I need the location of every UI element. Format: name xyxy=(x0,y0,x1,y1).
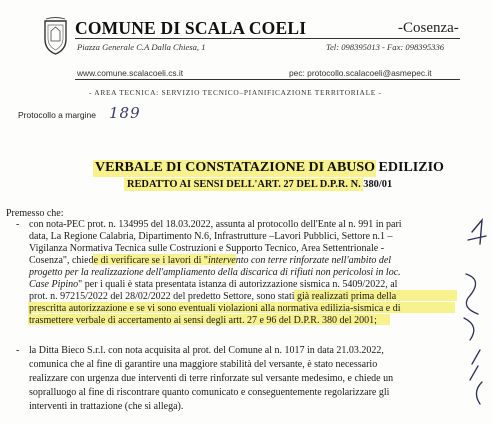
protocol-reference: prot. n. 97215/2022 del 28/02/2022 del predetto Settore, xyxy=(29,291,254,302)
paragraph-1-line-2: data, La Regione Calabria, Dipartimento N.6, Infrastrutture –Lavori Pubblici, Settore n.1 – xyxy=(29,231,393,242)
agency-name-end: Cosenza", xyxy=(29,255,70,266)
works-prefix: di " xyxy=(193,255,208,266)
paragraph-1-line-8: prescritta autorizzazione e se vi sono eventuali violazioni alla normativa edilizia-sismica e di xyxy=(29,303,401,314)
bullet-2: - xyxy=(16,345,20,356)
paragraph-1-line-9 xyxy=(29,315,377,327)
paragraph-1-line-7 xyxy=(29,291,396,303)
line-terminator: ; xyxy=(374,315,377,326)
paragraph-2-line-3: realizzare con urgenza due interventi di terre rinforzate sul versante medesimo, e chiede un xyxy=(29,373,394,384)
already-built-phrase: sono stati già realizzati prima della xyxy=(256,291,397,302)
paragraph-1-line-3: Vigilanza Normativa Tecnica sulle Costruzioni e Supporto Tecnico, Area Settentrionale - xyxy=(29,243,385,254)
report-request: trasmettere verbale di accertamento ai sensi degli artt. 27 e 96 del D.P.R. 380 del 2001 xyxy=(29,315,375,326)
works-description-start: intervento con terre rinforzate nell'ambito del xyxy=(207,255,392,266)
municipal-crest-icon xyxy=(42,17,69,55)
paragraph-1-line-4 xyxy=(29,255,391,267)
paragraph-1-line-5 xyxy=(29,267,401,279)
paragraph-2-line-4: sopralluogo al fine di riscontrare quanto comunicato e conseguentemente regolarizzare gli xyxy=(29,387,390,398)
phone-fax: Tel: 098395013 - Fax: 098395336 xyxy=(326,42,445,52)
paragraph-1-line-6 xyxy=(29,279,397,291)
intro-text: Premesso che: xyxy=(6,208,64,219)
authorization-text: " per i quali è stata presentata istanza di autorizzazione sismica n. 5409/2022, al xyxy=(78,279,398,290)
department-heading: - AREA TECNICA: SERVIZIO TECNICO–PIANIFICAZIONE TERRITORIALE - xyxy=(89,88,382,97)
bullet-1: - xyxy=(16,219,20,230)
paragraph-2-line-2: comunica che al fine di garantire una maggiore stabilità del versante, è stato necessario xyxy=(29,359,378,370)
paragraph-2-line-5: interventi in trattazione (che si allega). xyxy=(29,401,184,412)
request-phrase: chiede di verificare se i lavori xyxy=(71,255,192,266)
municipality-address: Piazza Generale C.A Dalla Chiesa, 1 xyxy=(77,42,206,52)
header-divider-top xyxy=(75,38,460,39)
handwritten-margin-annotation xyxy=(458,214,492,424)
paragraph-2-line-1: la Ditta Bieco S.r.l. con nota acquisita al prot. del Comune al n. 1017 in data 21.03.2022, xyxy=(29,345,384,356)
works-location: Case Pipino xyxy=(29,279,79,290)
works-description-middle: progetto per la realizzazione dell'ampliamento della discarica di rifiuti non pericolosi in loc. xyxy=(29,267,401,278)
document-title: VERBALE DI CONSTATAZIONE DI ABUSO EDILIZIO xyxy=(95,160,444,175)
document-subtitle: REDATTO AI SENSI DELL'ART. 27 DEL D.P.R. N. 380/01 xyxy=(127,179,393,190)
protocol-number-handwritten: 189 xyxy=(109,104,141,122)
municipality-name: COMUNE DI SCALA COELI xyxy=(75,18,307,38)
protocol-label: Protocollo a margine xyxy=(18,110,96,120)
header-divider-bottom xyxy=(75,79,460,80)
pec-email-link[interactable]: pec: protocollo.scalacoeli@asmepec.it xyxy=(289,68,432,78)
website-link[interactable]: www.comune.scalacoeli.cs.it xyxy=(77,68,184,78)
province-label: -Cosenza- xyxy=(398,20,459,36)
paragraph-1-line-1: con nota-PEC prot. n. 134995 del 18.03.2022, assunta al protocollo dell'Ente al n. 991 in pari xyxy=(29,219,402,230)
